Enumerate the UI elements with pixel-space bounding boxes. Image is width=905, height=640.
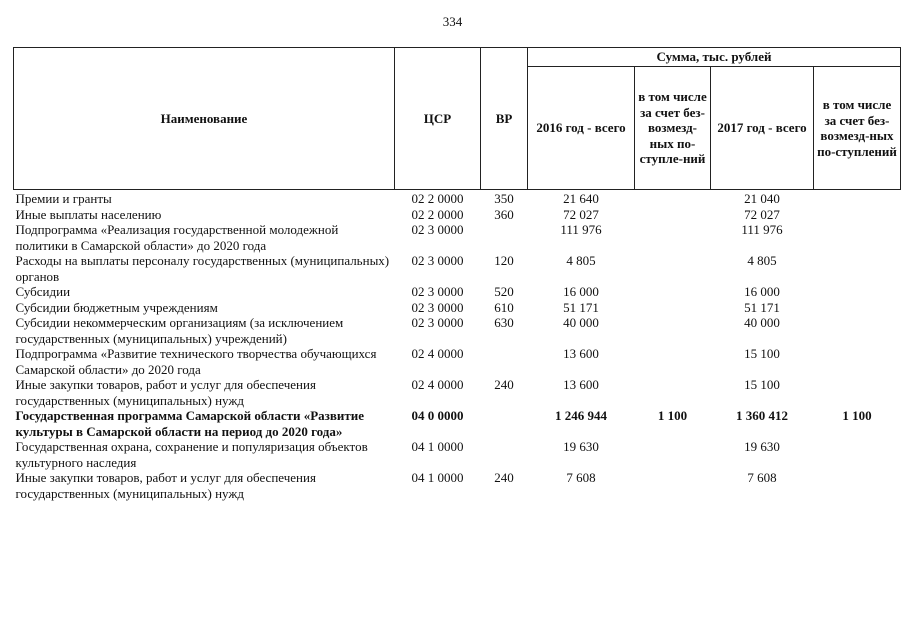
cell-csr: 02 3 0000: [411, 222, 464, 237]
header-2017-free: в том числе за счет без-возмезд-ных по-ступлений: [814, 67, 901, 190]
cell-2016-free: [635, 253, 711, 284]
header-csr: ЦСР: [395, 48, 481, 190]
cell-2017-total: 72 027: [744, 206, 780, 222]
cell-name: Субсидии: [15, 284, 71, 299]
cell-2017-free: [814, 253, 901, 284]
cell-vr: 350: [494, 191, 514, 206]
table-row: [14, 253, 901, 284]
cell-2016-total: 4 805: [566, 253, 596, 268]
table-body: [14, 190, 901, 502]
cell-2017-free: [814, 315, 901, 346]
cell-name: Иные выплаты населению: [15, 206, 162, 222]
cell-vr: [481, 439, 528, 470]
table-header: [14, 48, 901, 190]
cell-vr: 610: [494, 299, 514, 315]
cell-2016-total: 72 027: [563, 206, 599, 222]
cell-2016-free: [635, 346, 711, 377]
table-row: [14, 300, 901, 316]
cell-name: Государственная программа Самарской области «Развитие культуры в Самарской области на период до 2020 года»: [15, 408, 365, 439]
cell-2017-total: 51 171: [744, 299, 780, 315]
cell-2016-free: 1 100: [657, 408, 688, 423]
header-vr: ВР: [481, 48, 528, 190]
cell-2016-free: [635, 222, 711, 253]
cell-2017-total: 15 100: [744, 346, 780, 361]
cell-2016-total: 13 600: [563, 346, 599, 361]
cell-vr: 240: [494, 377, 514, 392]
cell-vr: 520: [494, 284, 514, 299]
table-row: [14, 470, 901, 501]
page-number: 334: [442, 14, 463, 29]
table-row: [14, 222, 901, 253]
cell-2016-total: 16 000: [563, 284, 599, 299]
cell-vr: [481, 222, 528, 253]
cell-2017-free: [814, 470, 901, 501]
table-row: [14, 190, 901, 207]
cell-2017-total: 40 000: [744, 315, 780, 330]
cell-name: Государственная охрана, сохранение и популяризация объектов культурного наследия: [15, 439, 368, 470]
cell-2016-free: [635, 207, 711, 223]
cell-2017-total: 19 630: [744, 439, 780, 454]
budget-table: [13, 47, 901, 501]
table-row: [14, 284, 901, 300]
cell-name: Премии и гранты: [15, 191, 112, 206]
cell-name: Субсидии бюджетным учреждениям: [15, 299, 218, 315]
cell-2016-total: 7 608: [566, 470, 596, 485]
cell-2016-free: [635, 439, 711, 470]
cell-csr: 02 3 0000: [411, 315, 464, 330]
table-row: [14, 207, 901, 223]
cell-2017-total: 16 000: [744, 284, 780, 299]
cell-2017-free: [814, 439, 901, 470]
cell-csr: 02 3 0000: [411, 253, 464, 268]
cell-2016-total: 19 630: [563, 439, 599, 454]
table-row: [14, 439, 901, 470]
cell-2017-total: 15 100: [744, 377, 780, 392]
header-sum: Сумма, тыс. рублей: [528, 48, 901, 67]
cell-csr: 02 3 0000: [411, 284, 464, 299]
table-row: [14, 408, 901, 439]
cell-csr: 04 1 0000: [411, 439, 464, 454]
cell-2017-free: [814, 190, 901, 207]
cell-2017-free: [814, 346, 901, 377]
cell-vr: 630: [494, 315, 514, 330]
cell-vr: 120: [494, 253, 514, 268]
table-row: [14, 377, 901, 408]
cell-2016-total: 1 246 944: [555, 408, 607, 423]
cell-vr: 360: [494, 206, 514, 222]
cell-csr: 02 4 0000: [411, 346, 464, 361]
cell-name: Подпрограмма «Реализация государственной молодежной политики в Самарской области» до 2020 года: [15, 222, 339, 253]
cell-vr: 240: [494, 470, 514, 485]
header-name: Наименование: [14, 48, 395, 190]
cell-2016-total: 13 600: [563, 377, 599, 392]
cell-csr: 02 4 0000: [411, 377, 464, 392]
cell-csr: 02 3 0000: [411, 299, 464, 315]
cell-2016-free: [635, 300, 711, 316]
cell-2017-free: [814, 300, 901, 316]
table-row: [14, 315, 901, 346]
cell-2017-free: [814, 377, 901, 408]
cell-2017-total: 21 040: [744, 191, 780, 206]
cell-csr: 02 2 0000: [411, 191, 464, 206]
cell-2016-total: 111 976: [560, 222, 602, 237]
header-2017-total: 2017 год - всего: [711, 67, 814, 190]
cell-name: Иные закупки товаров, работ и услуг для обеспечения государственных (муниципальных) нужд: [15, 377, 316, 408]
cell-2016-total: 21 640: [563, 191, 599, 206]
cell-name: Субсидии некоммерческим организациям (за исключением государственных (муниципальных) учреждений): [15, 315, 344, 346]
cell-2016-free: [635, 284, 711, 300]
cell-2016-total: 40 000: [563, 315, 599, 330]
cell-name: Иные закупки товаров, работ и услуг для обеспечения государственных (муниципальных) нужд: [15, 470, 316, 501]
cell-2017-total: 7 608: [747, 470, 777, 485]
cell-vr: [481, 408, 528, 439]
cell-2016-free: [635, 315, 711, 346]
cell-2016-free: [635, 377, 711, 408]
header-2016-free: в том числе за счет без-возмезд-ных по-ступле-ний: [635, 67, 711, 190]
cell-csr: 02 2 0000: [411, 206, 464, 222]
cell-csr: 04 1 0000: [411, 470, 464, 485]
cell-2017-total: 111 976: [741, 222, 783, 237]
cell-2017-free: [814, 207, 901, 223]
cell-name: Подпрограмма «Развитие технического творчества обучающихся Самарской области» до 2020 года: [15, 346, 377, 377]
table-row: [14, 346, 901, 377]
cell-2017-free: 1 100: [842, 408, 872, 423]
cell-2017-free: [814, 284, 901, 300]
cell-2016-total: 51 171: [563, 299, 599, 315]
cell-csr: 04 0 0000: [411, 408, 464, 423]
header-2016-total: 2016 год - всего: [528, 67, 635, 190]
cell-vr: [481, 346, 528, 377]
cell-2017-total: 1 360 412: [736, 408, 788, 423]
cell-name: Расходы на выплаты персоналу государственных (муниципальных) органов: [15, 253, 390, 284]
cell-2017-free: [814, 222, 901, 253]
cell-2016-free: [635, 470, 711, 501]
cell-2017-total: 4 805: [747, 253, 777, 268]
cell-2016-free: [635, 190, 711, 207]
